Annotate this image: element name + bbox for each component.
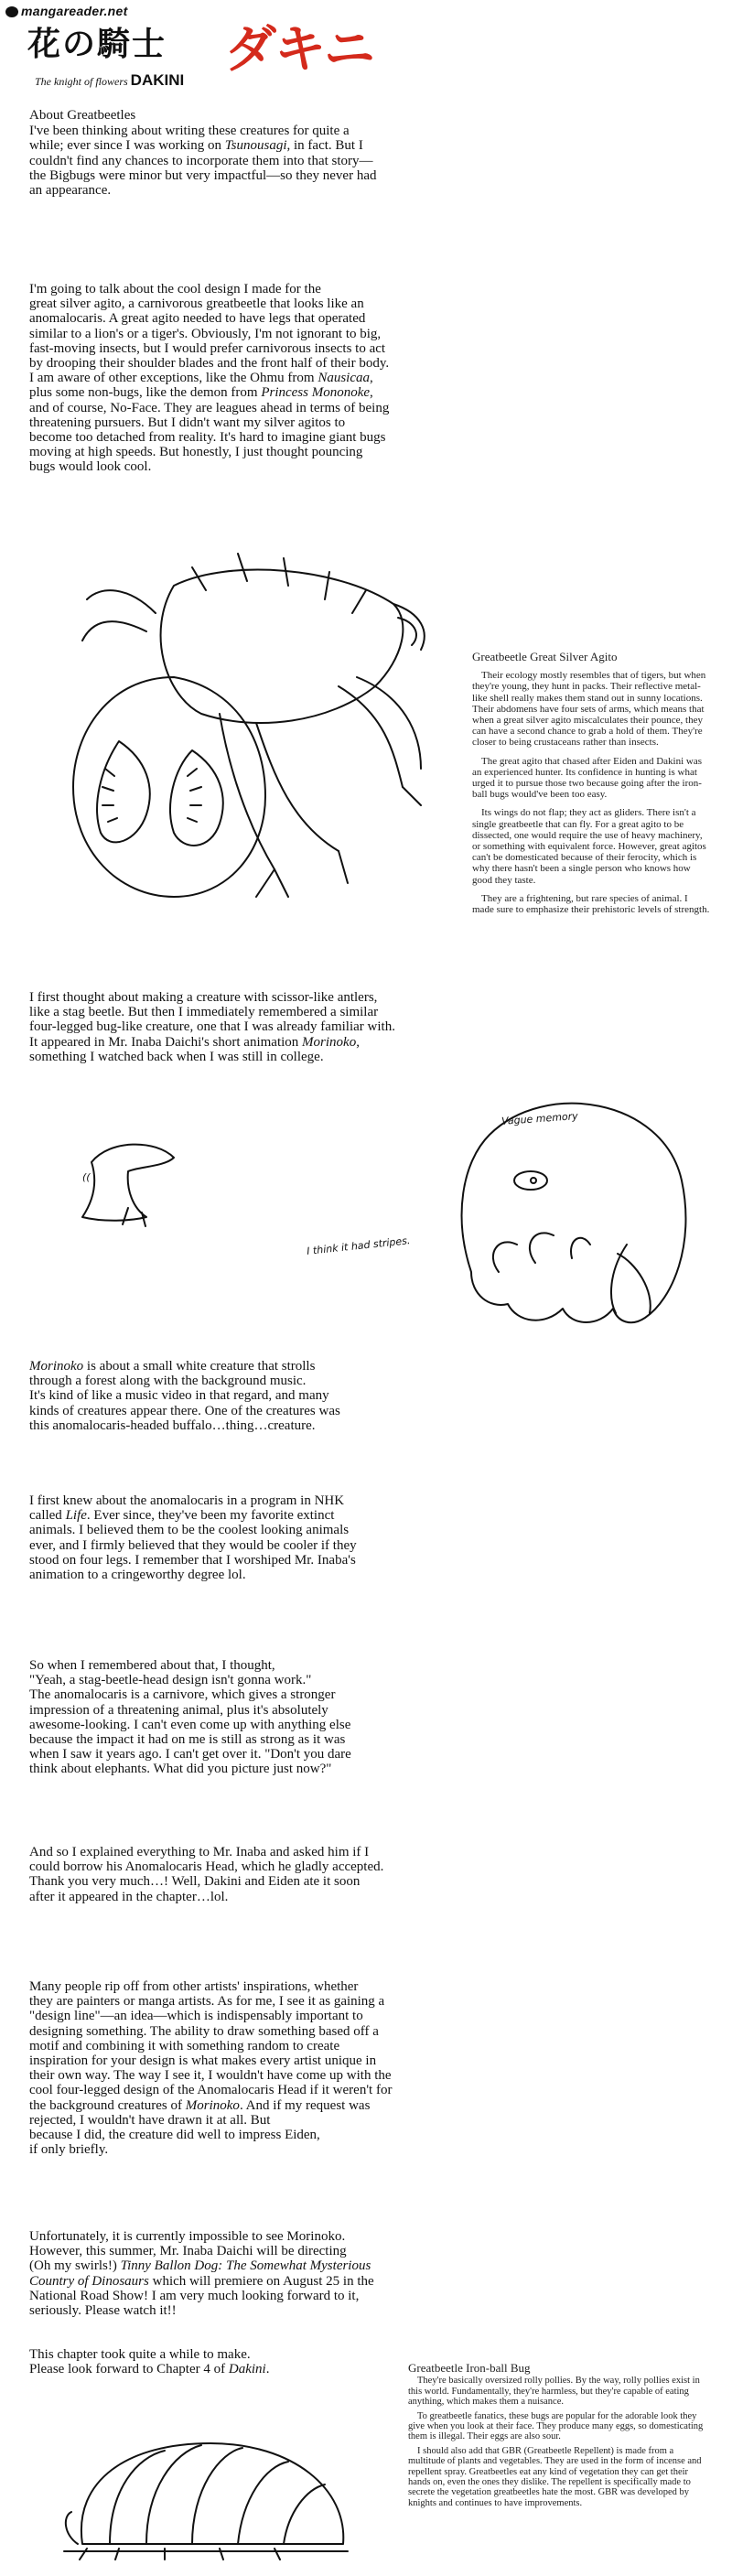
small-creature-sketch [55, 1126, 220, 1235]
closing-paragraph: This chapter took quite a while to make. Please look forward to Chapter 4 of Dakini. [29, 2347, 270, 2377]
morinoko-paragraph: Morinoko is about a small white creature that strolls through a forest along with the background music. It's kind of like a music video in that regard, and many kinds of creatures appear there. One of the creatures was this anomalocaris-headed buffalo…thing…creature. [29, 1359, 340, 1433]
title-kanji: 花の騎士 [27, 26, 167, 62]
intro-paragraph: I've been thinking about writing these creatures for quite a while; ever since I was working on Tsunousagi, in fact. But I couldn't find any chances to incorporate them into that story— the Bigbugs were minor but very impactful—so they never had an appearance. [29, 124, 377, 199]
note-title: Greatbeetle Great Silver Agito [472, 650, 618, 663]
title-katakana: ダキニ [225, 20, 373, 78]
note-title: Greatbeetle Iron-ball Bug [408, 2361, 531, 2375]
great-silver-agito-illustration [37, 549, 439, 933]
scribble-stripes: I think it had stripes. [306, 1234, 411, 1257]
title-subtitle: The knight of flowers DAKINI [35, 71, 185, 89]
sketch-mark: (( [82, 1171, 91, 1183]
intro-section [29, 108, 578, 198]
site-watermark: mangareader.net [5, 4, 128, 18]
section-heading: About Greatbeetles [29, 108, 136, 123]
agito-design-paragraph: I'm going to talk about the cool design I made for the great silver agito, a carnivorous greatbeetle that looks like an anomalocaris. A great agito needed to have legs that operated similar to a lion's or a tiger's. Obviously, I'm not ignorant to big, fast-moving insects, but I would prefer carnivorous insects to act by drooping their shoulder blades and the front half of their body. I am aware of other exceptions, like the Ohmu from Nausicaa, plus some non-bugs, like the demon from Princess Mononoke, and of course, No-Face. They are leagues ahead in terms of being threatening pursuers. But I didn't want my silver agitos to become too detached from reality. It's hard to imagine giant bugs moving at high speeds. But honestly, I just thought pouncing bugs would look cool. [29, 282, 390, 475]
agito-sidebar-note: Greatbeetle Great Silver Agito Their ecology mostly resembles that of tigers, but when they're young, they hunt in packs. Their reflective metal-like shell really makes them stand out in sunny locations. Their abdomens have four sets of arms, which means that when a great silver agito miscalculates their pounce, they can have a second chance to grab a hold of them. They're closer to being crustaceans rather than insects. The great agito that chased after Eiden and Dakini was an experienced hunter. Its confidence in hunting is what urged it to pursue those two because going after the iron-ball bugs would've been too easy. Its wings do not flap; they act as gliders. There isn't a single greatbeetle that can fly. For a great agito to be dissected, one would require the use of heavy machinery, or something with equivalent force. However, great agitos can't be domesticated because of their ferocity, which is why there hasn't been a single person who knows how good they taste. They are a frightening, but rare species of animal. I made sure to emphasize their prehistoric levels of strength. [472, 652, 712, 922]
scribble-vague-memory: Vague memory [501, 1110, 579, 1127]
header-banner [0, 0, 732, 101]
anomalocaris-paragraph: I first knew about the anomalocaris in a program in NHK called Life. Ever since, they've been my favorite extinct animals. I believed them to be the coolest looking animals ever, and I firmly believed that they would be cooler if they stood on four legs. I remember that I worshiped Mr. Inaba's animation to a cringeworthy degree lol. [29, 1493, 357, 1583]
design-line-paragraph: Many people rip off from other artists' inspirations, whether they are painters or manga artists. As for me, I see it as gaining a "design line"—an idea—which is indispensably important to designing something. The ability to draw something based off a motif and combining it with something random to create inspiration for your design is what makes every artist unique in their own way. The way I see it, I wouldn't have come up with the cool four-legged design of the Anomalocaris Head if it weren't for the background creatures of Morinoko. And if my request was rejected, I wouldn't have drawn it at all. But because I did, the creature did well to impress Eiden, if only briefly. [29, 1979, 393, 2158]
iron-ball-bug-illustration [55, 2425, 357, 2562]
iron-ball-bug-note: Greatbeetle Iron-ball Bug They're basically oversized rolly pollies. By the way, rolly pollies exist in this world. Fundamentally, they're harmless, but they're capable of eating anything, which makes them a nuisance. To greatbeetle fanatics, these bugs are popular for the adorable look they give when you look at their face. They produce many eggs, so domesticating them is illegal. Their eggs are also sour. I should also add that GBR (Greatbeetle Repellent) is made from a multitude of plants and vegetables. They are used in the form of incense and repellent spray. Greatbeetles eat any kind of vegetation they can get their hands on, even the ones they dislike. The repellent is specifically made to secrete the vegetation greatbeetles hate the most. GBR was developed by knights and continues to have improvements. [408, 2363, 712, 2508]
borrow-head-paragraph: And so I explained everything to Mr. Inaba and asked him if I could borrow his Anomalocaris Head, which he gladly accepted. Thank you very much…! Well, Dakini and Eiden ate it soon after it appeared in the chapter…lol. [29, 1845, 384, 1904]
stag-beetle-head-paragraph: So when I remembered about that, I thought, "Yeah, a stag-beetle-head design isn't gonna work." The anomalocaris is a carnivore, which gives a stronger impression of a threatening animal, plus it's absolutely awesome-looking. I can't even come up with anything else because the impact it had on me is still as strong as it was when I saw it years ago. I can't get over it. "Don't you dare think about elephants. What did you picture just now?" [29, 1658, 351, 1777]
anomalocaris-buffalo-sketch [435, 1080, 709, 1354]
tinny-ballon-dog-paragraph: Unfortunately, it is currently impossible to see Morinoko. However, this summer, Mr. Inaba Daichi will be directing (Oh my swirls!) Tinny Ballon Dog: The Somewhat Mysterious Country of Dinosaurs which will premiere on August 25 in the National Road Show! I am very much looking forward to it, seriously. Please watch it!! [29, 2229, 374, 2319]
mangareader-logo-icon [5, 6, 18, 17]
stag-beetle-paragraph: I first thought about making a creature with scissor-like antlers, like a stag beetle. But then I immediately remembered a similar four-legged bug-like creature, one that I was already familiar with. It appeared in Mr. Inaba Daichi's short animation Morinoko, something I watched back when I was still in college. [29, 990, 395, 1064]
